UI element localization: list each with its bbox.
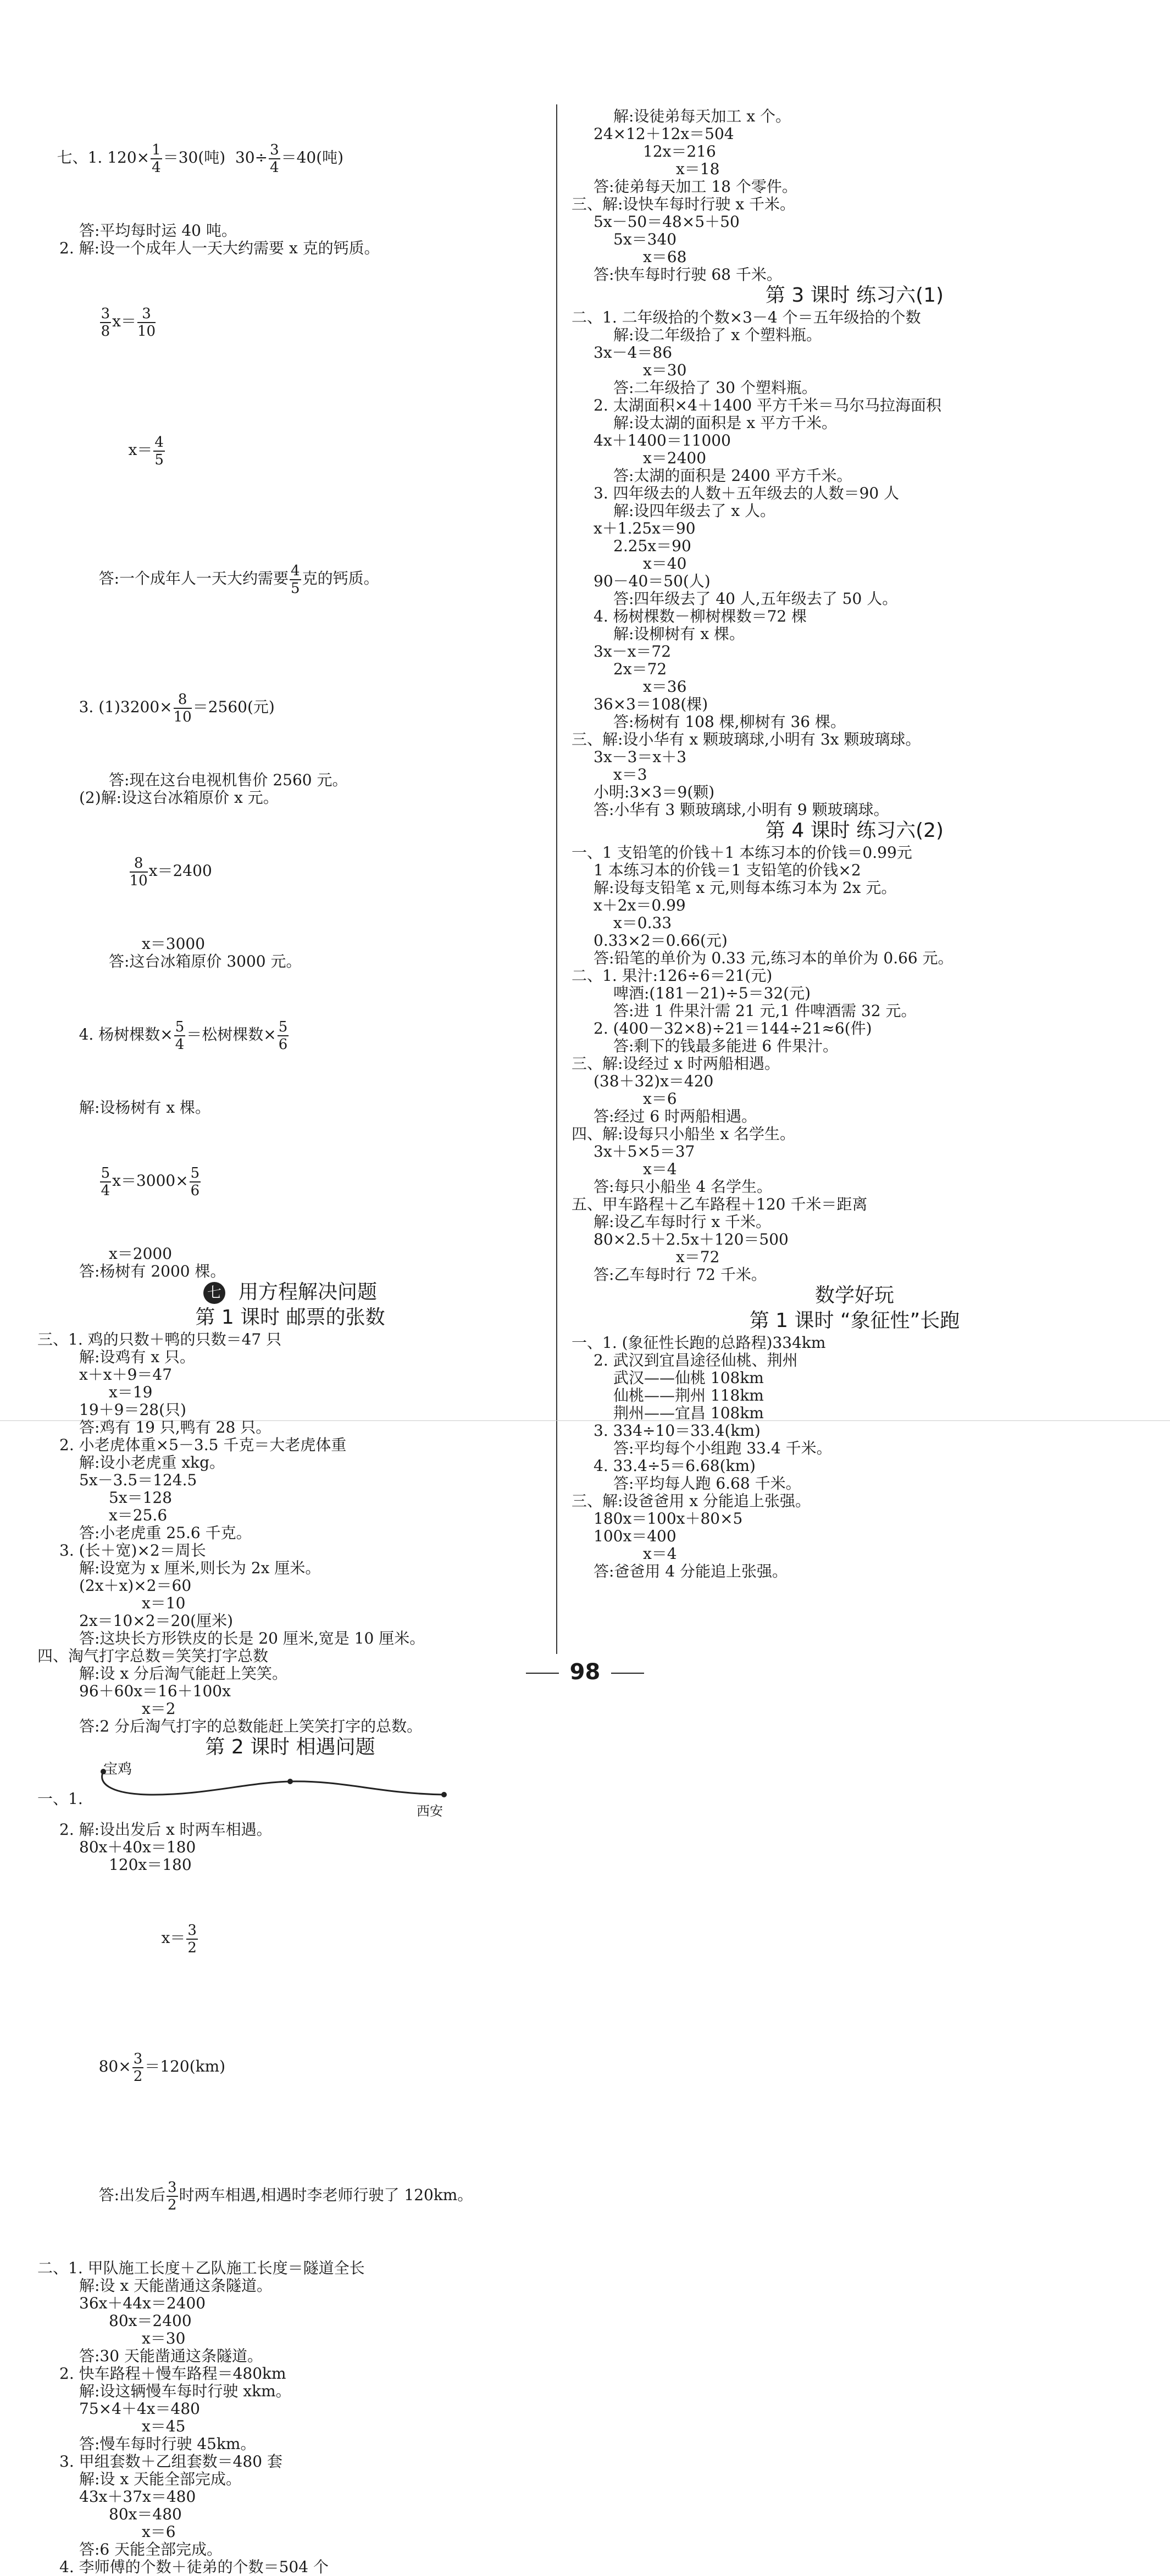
equation-line — [37, 386, 543, 514]
answer-line: 答:经过 6 时两船相遇。 — [594, 1107, 757, 1125]
text: x＝2400 — [148, 862, 212, 880]
answer-line: 三、解:设快车每时行驶 x 千米。 — [572, 195, 796, 213]
equation-line: x＝30 — [142, 2329, 186, 2347]
denominator: 4 — [270, 159, 279, 176]
equation-line: x＝10 — [142, 1594, 186, 1612]
page-dash-right — [611, 1673, 644, 1674]
answer-line: 答:爸爸用 4 分能追上张强。 — [594, 1562, 788, 1580]
answer-line: 答:四年级去了 40 人,五年级去了 50 人。 — [613, 590, 898, 608]
denominator: 6 — [190, 1182, 200, 1199]
answer-line: 答:徒弟每天加工 18 个零件。 — [594, 177, 797, 196]
map-label-start: 宝鸡 — [103, 1761, 132, 1778]
denominator: 10 — [173, 708, 192, 725]
equation-line: 36x＋44x＝2400 — [79, 2294, 206, 2312]
lesson-title: 第 2 课时 相遇问题 — [205, 1736, 375, 1758]
lesson-title: 第 4 课时 练习六(2) — [765, 819, 944, 842]
fraction — [290, 563, 301, 597]
fraction — [100, 306, 112, 340]
answer-line: 3. 四年级去的人数＋五年级去的人数＝90 人 — [594, 484, 900, 502]
answer-line: 武汉——仙桃 108km — [613, 1369, 764, 1387]
numerator: 3 — [137, 306, 156, 323]
answer-line: (2)解:设这台冰箱原价 x 元。 — [79, 789, 279, 807]
answer-line: 二、1. 甲队施工长度＋乙队施工长度＝隧道全长 — [37, 2259, 365, 2277]
answer-line: 一、1. (象征性长跑的总路程)334km — [572, 1334, 826, 1352]
answer-line: 解:设杨树有 x 棵。 — [79, 1098, 211, 1117]
answer-line: 2. 武汉到宜昌途径仙桃、荆州 — [594, 1351, 798, 1369]
answer-line: 答:6 天能全部完成。 — [79, 2540, 223, 2558]
answer-line: 答:太湖的面积是 2400 平方千米。 — [613, 467, 852, 485]
text: ＝40(吨) — [281, 148, 344, 166]
fraction — [151, 142, 162, 176]
denominator: 2 — [168, 2196, 177, 2213]
answer-line: 3. 334÷10＝33.4(km) — [594, 1422, 761, 1440]
lesson-title: 第 1 课时 邮票的张数 — [195, 1306, 385, 1329]
section-title: 数学好玩 — [814, 1284, 894, 1307]
fraction — [153, 434, 165, 468]
fraction — [137, 306, 156, 340]
chapter-heading — [37, 1280, 543, 1306]
fraction — [278, 1019, 289, 1053]
answer-line: 解:设 x 分后淘气能赶上笑笑。 — [79, 1664, 288, 1683]
answer-line: 答:杨树有 108 棵,柳树有 36 棵。 — [613, 713, 846, 731]
equation-line: 3x＋5×5＝37 — [594, 1142, 695, 1161]
equation-line: 12x＝216 — [643, 142, 716, 160]
equation-line — [37, 807, 543, 935]
equation-line — [37, 1117, 543, 1245]
chapter-badge: 七 — [203, 1282, 225, 1304]
text: 克的钙质。 — [302, 569, 379, 587]
equation-line: x＝6 — [643, 1090, 677, 1108]
answer-line: 答:30 天能凿通这条隧道。 — [79, 2347, 263, 2365]
answer-line: 答:这块长方形铁皮的长是 20 厘米,宽是 10 厘米。 — [79, 1629, 425, 1647]
answer-line: 二、1. 二年级拾的个数×3－4 个＝五年级拾的个数 — [572, 308, 921, 326]
answer-line: 答:小华有 3 颗玻璃球,小明有 9 颗玻璃球。 — [594, 801, 889, 819]
equation-line: 2.25x＝90 — [613, 537, 691, 555]
denominator: 4 — [175, 1036, 185, 1053]
equation-line: 5x－3.5＝124.5 — [79, 1471, 197, 1489]
answer-line: 答:平均每个小组跑 33.4 千米。 — [613, 1439, 832, 1457]
equation-line: x＝0.33 — [613, 914, 672, 932]
equation-line: 2x＝10×2＝20(厘米) — [79, 1612, 233, 1630]
numerator: 3 — [270, 141, 279, 158]
answer-line: 4. 杨树棵数－柳树棵数＝72 棵 — [594, 607, 807, 625]
equation-line: 96＋60x＝16＋100x — [79, 1682, 231, 1700]
answer-line: 四、淘气打字总数＝笑笑打字总数 — [37, 1647, 269, 1665]
answer-line: 4. 33.4÷5＝6.68(km) — [594, 1457, 756, 1475]
answer-line: 解:设宽为 x 厘米,则长为 2x 厘米。 — [79, 1559, 321, 1577]
equation-line — [37, 2002, 543, 2131]
equation-line: x＝4 — [643, 1545, 677, 1563]
equation-line: 5x＝340 — [613, 230, 677, 248]
answer-line: 三、解:设经过 x 时两船相遇。 — [572, 1054, 780, 1073]
denominator: 8 — [101, 323, 110, 340]
fraction — [132, 2051, 144, 2085]
equation-line: 24×12＋12x＝504 — [594, 125, 734, 143]
equation-line: 100x＝400 — [594, 1527, 677, 1545]
numerator: 3 — [187, 1922, 197, 1939]
answer-line — [37, 514, 543, 643]
numerator: 8 — [130, 855, 148, 873]
equation-line: 80x＝2400 — [109, 2312, 192, 2330]
equation-line: x＝3000 — [142, 935, 206, 953]
right-column — [572, 108, 1138, 1580]
answer-line: 答:快车每时行驶 68 千米。 — [594, 265, 782, 284]
equation-line: 90－40＝50(人) — [594, 572, 711, 590]
answer-line: 4. 李师傅的个数＋徒弟的个数＝504 个 — [59, 2558, 329, 2576]
text: 七、1. 120× — [57, 148, 150, 166]
equation-line: x＝19 — [109, 1383, 153, 1401]
text: 3. (1)3200× — [79, 698, 173, 716]
answer-line: 三、1. 鸡的只数＋鸭的只数＝47 只 — [37, 1330, 282, 1348]
answer-line: 答:每只小船坐 4 名学生。 — [594, 1178, 773, 1196]
equation-line: 43x＋37x＝480 — [79, 2488, 196, 2506]
equation-line: 80x＋40x＝180 — [79, 1838, 196, 1856]
text: 4. 杨树棵数× — [79, 1025, 173, 1043]
text: x＝ — [112, 312, 136, 330]
equation-line: (38＋32)x＝420 — [594, 1072, 714, 1090]
equation-line: 80×2.5＋2.5x＋120＝500 — [594, 1230, 789, 1248]
route-line — [102, 1772, 444, 1795]
answer-line: 2. 解:设出发后 x 时两车相遇。 — [59, 1820, 272, 1839]
lesson-title: 第 3 课时 练习六(1) — [765, 284, 944, 307]
denominator: 5 — [291, 580, 300, 597]
denominator: 10 — [129, 872, 148, 889]
answer-line: 解:设四年级去了 x 人。 — [613, 502, 776, 520]
text: 答:一个成年人一天大约需要 — [98, 569, 289, 587]
equation-line: x＋1.25x＝90 — [594, 519, 696, 537]
equation-line: 5x－50＝48×5＋50 — [594, 213, 740, 231]
answer-line: 解:设徒弟每天加工 x 个。 — [613, 107, 791, 125]
answer-line: 答:鸡有 19 只,鸭有 28 只。 — [79, 1418, 271, 1436]
fraction — [190, 1165, 201, 1199]
text: x＝ — [128, 441, 153, 459]
answer-line: 3. (长＋宽)×2＝周长 — [59, 1541, 206, 1559]
answer-line: 三、解:设爸爸用 x 分能追上张强。 — [572, 1492, 811, 1510]
answer-line: 答:铅笔的单价为 0.33 元,练习本的单价为 0.66 元。 — [594, 949, 953, 967]
equation-line: 0.33×2＝0.66(元) — [594, 931, 728, 950]
answer-line: 答:二年级拾了 30 个塑料瓶。 — [613, 379, 817, 397]
fraction — [186, 1922, 198, 1956]
text: 答:出发后 — [98, 2186, 166, 2204]
answer-line — [37, 970, 543, 1099]
page-dash-left — [526, 1673, 559, 1674]
equation-line: 3x－3＝x＋3 — [594, 748, 687, 766]
equation-line: (2x＋x)×2＝60 — [79, 1576, 192, 1595]
numerator: 5 — [175, 1018, 185, 1035]
numerator: 8 — [174, 691, 192, 709]
answer-line: 解:设鸡有 x 只。 — [79, 1348, 196, 1366]
answer-line: 三、解:设小华有 x 颗玻璃球,小明有 3x 颗玻璃球。 — [572, 730, 921, 748]
answer-line: 答:平均每人跑 6.68 千米。 — [613, 1474, 801, 1492]
text: ＝松树棵数× — [186, 1025, 276, 1043]
answer-line: 解:设柳树有 x 棵。 — [613, 625, 745, 643]
equation-line: x＋2x＝0.99 — [594, 896, 686, 914]
equation-line: x＝2 — [142, 1700, 176, 1718]
answer-line: 答:这台冰箱原价 3000 元。 — [109, 952, 302, 970]
answer-line: 解:设每支铅笔 x 元,则每本练习本为 2x 元。 — [594, 879, 897, 897]
text: ＝120(km) — [145, 2057, 226, 2075]
denominator: 5 — [154, 451, 164, 468]
numerator: 5 — [278, 1018, 288, 1035]
answer-line: 解:设 x 天能全部完成。 — [79, 2470, 242, 2488]
answer-line: 一、1 支铅笔的价钱＋1 本练习本的价钱＝0.99元 — [572, 843, 912, 862]
end-point — [441, 1792, 447, 1797]
equation-line: x＝40 — [643, 554, 687, 573]
answer-line: 答:进 1 件果汁需 21 元,1 件啤酒需 32 元。 — [613, 1002, 917, 1020]
equation-line: 80x＝480 — [109, 2505, 182, 2523]
equation-line: 5x＝128 — [109, 1489, 173, 1507]
equation-line: x＝25.6 — [109, 1506, 168, 1524]
answer-line: 答:剩下的钱最多能进 6 件果汁。 — [613, 1037, 839, 1055]
fraction — [269, 142, 280, 176]
fraction — [130, 855, 148, 889]
fraction — [174, 1019, 186, 1053]
equation-line: 3x－x＝72 — [594, 642, 672, 660]
answer-line — [37, 643, 543, 771]
answer-line: 2. 解:设一个成年人一天大约需要 x 克的钙质。 — [59, 239, 380, 257]
chapter-title: 用方程解决问题 — [238, 1281, 377, 1303]
answer-line: 五、甲车路程＋乙车路程＋120 千米＝距离 — [572, 1195, 868, 1213]
equation-line: 小明:3×3＝9(颗) — [594, 783, 715, 801]
text: x＝ — [161, 1929, 186, 1947]
answer-line: 2. 太湖面积×4＋1400 平方千米＝马尔马拉海面积 — [594, 396, 942, 414]
equation-line: x＝45 — [142, 2417, 186, 2435]
answer-line: 解:设 x 天能凿通这条隧道。 — [79, 2277, 273, 2295]
text: 时两车相遇,相遇时李老师行驶了 120km。 — [179, 2186, 473, 2204]
numerator: 5 — [190, 1164, 200, 1181]
text: 80× — [98, 2057, 131, 2075]
answer-line: 解:设太湖的面积是 x 平方千米。 — [613, 414, 838, 432]
answer-line: 解:设这辆慢车每时行驶 xkm。 — [79, 2382, 291, 2400]
answer-line: 2. 小老虎体重×5－3.5 千克＝大老虎体重 — [59, 1436, 347, 1454]
text: ＝2560(元) — [192, 698, 275, 716]
answer-line: 答:乙车每时行 72 千米。 — [594, 1265, 767, 1284]
equation-line: x＝72 — [676, 1248, 720, 1266]
answer-line: 仙桃——荆州 118km — [613, 1386, 764, 1404]
denominator: 4 — [101, 1182, 110, 1199]
numerator: 1 — [152, 141, 161, 158]
answer-line: 2. 快车路程＋慢车路程＝480km — [59, 2364, 286, 2383]
equation-line: 3x－4＝86 — [594, 343, 673, 362]
lesson-title: 第 1 课时 “象征性”长跑 — [749, 1309, 960, 1332]
left-column — [37, 93, 543, 2576]
equation-line — [37, 257, 543, 386]
equation-line: 120x＝180 — [109, 1856, 192, 1874]
answer-line: 四、解:设每只小船坐 x 名学生。 — [572, 1125, 796, 1143]
denominator: 2 — [133, 2068, 143, 2085]
page-number-text: 98 — [569, 1659, 601, 1685]
equation-line: x＝18 — [676, 160, 720, 178]
equation-line: 36×3＝108(棵) — [594, 695, 708, 713]
denominator: 4 — [152, 159, 161, 176]
equation-line: x＝36 — [643, 678, 687, 696]
fraction — [100, 1165, 112, 1199]
page-number — [0, 1659, 1170, 1685]
mid-point — [287, 1779, 293, 1784]
equation-line: x＝30 — [643, 361, 687, 379]
numerator: 5 — [101, 1164, 110, 1181]
answer-line — [37, 2131, 543, 2259]
numerator: 4 — [154, 434, 164, 451]
answer-line — [37, 93, 543, 222]
answer-line: 解:设乙车每时行 x 千米。 — [594, 1213, 772, 1231]
answer-line: 答:慢车每时行驶 45km。 — [79, 2435, 256, 2453]
answer-line: 荆州——宜昌 108km — [613, 1404, 764, 1422]
denominator: 6 — [278, 1036, 288, 1053]
equation-line: x＝2400 — [643, 449, 707, 467]
denominator: 10 — [137, 323, 156, 340]
equation-line: x＋x＋9＝47 — [79, 1365, 173, 1384]
numerator: 4 — [291, 562, 300, 579]
equation-line: x＝2000 — [109, 1245, 173, 1263]
numerator: 3 — [133, 2050, 143, 2067]
equation-line: x＝6 — [142, 2523, 176, 2541]
answer-line: 答:现在这台电视机售价 2560 元。 — [109, 771, 348, 789]
equation-line: 180x＝100x＋80×5 — [594, 1509, 743, 1528]
answer-line: 答:2 分后淘气打字的总数能赶上笑笑打字的总数。 — [79, 1717, 423, 1735]
numerator: 3 — [101, 305, 110, 322]
equation-line: x＝68 — [643, 248, 687, 266]
answer-line: 啤酒:(181－21)÷5＝32(元) — [613, 984, 811, 1002]
answer-line: 二、1. 果汁:126÷6＝21(元) — [572, 967, 773, 985]
fraction — [167, 2179, 178, 2213]
route-map — [37, 1761, 543, 1821]
numerator: 3 — [168, 2179, 177, 2196]
answer-line: 答:杨树有 2000 棵。 — [79, 1262, 226, 1280]
answer-line: 1 本练习本的价钱＝1 支铅笔的价钱×2 — [594, 861, 861, 879]
answer-line: 答:平均每时运 40 吨。 — [79, 221, 237, 240]
fraction — [174, 691, 192, 725]
equation-line — [37, 1874, 543, 2002]
answer-line: 3. 甲组套数＋乙组套数＝480 套 — [59, 2452, 282, 2470]
answer-line: 2. (400－32×8)÷21＝144÷21≈6(件) — [594, 1019, 872, 1037]
map-label-end: 西安 — [417, 1803, 443, 1819]
denominator: 2 — [187, 1939, 197, 1956]
equation-line: 19＋9＝28(只) — [79, 1401, 186, 1419]
equation-line: 75×4＋4x＝480 — [79, 2400, 200, 2418]
answer-line: 答:小老虎重 25.6 千克。 — [79, 1524, 252, 1542]
text: x＝3000× — [112, 1172, 188, 1190]
answer-line: 解:设二年级拾了 x 个塑料瓶。 — [613, 326, 822, 344]
equation-line: 4x＋1400＝11000 — [594, 431, 731, 449]
equation-line: 2x＝72 — [613, 660, 667, 678]
column-divider — [556, 104, 557, 1654]
question-number: 一、1. — [37, 1790, 83, 1808]
equation-line: x＝3 — [613, 765, 647, 784]
text: ＝30(吨) 30÷ — [163, 148, 268, 166]
equation-line: x＝4 — [643, 1160, 677, 1178]
answer-line: 解:设小老虎重 xkg。 — [79, 1453, 225, 1472]
